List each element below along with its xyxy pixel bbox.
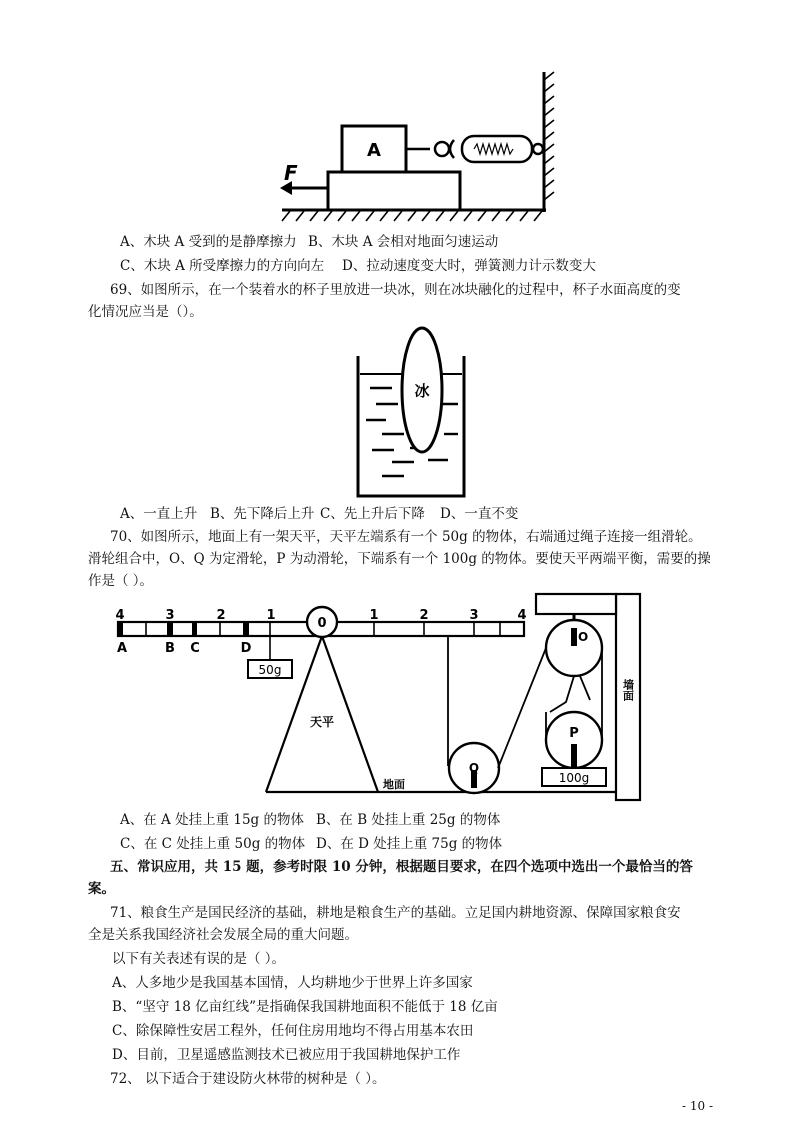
q69-option-b: B、先下降后上升 bbox=[210, 506, 315, 522]
marker-d bbox=[243, 622, 249, 636]
q70-option-a: A、在 A 处挂上重 15g 的物体 bbox=[120, 812, 304, 828]
wall-label-1: 墙面 bbox=[621, 679, 635, 701]
block-a-label: A bbox=[367, 140, 381, 161]
force-label: F bbox=[284, 161, 298, 185]
pulley-o-label: O bbox=[578, 630, 589, 644]
weight-100g-label: 100g bbox=[558, 771, 590, 785]
point-d: D bbox=[240, 641, 252, 656]
scale-left-1: 1 bbox=[266, 608, 276, 623]
ceiling-bracket bbox=[536, 594, 616, 614]
scale-right-4: 4 bbox=[517, 608, 527, 623]
scale-right-3: 3 bbox=[469, 608, 479, 623]
q70-text-1: 70、如图所示，地面上有一架天平，天平左端系有一个 50g 的物体，右端通过绳子连接一组滑轮。 bbox=[110, 529, 702, 545]
pulley-q-label: Q bbox=[468, 761, 480, 775]
q69-text-1: 69、如图所示，在一个装着水的杯子里放进一块冰，则在冰块融化的过程中，杯子水面高度的变 bbox=[110, 282, 681, 298]
ice-label: 冰 bbox=[414, 382, 430, 400]
q68-option-c: C、木块 A 所受摩擦力的方向向左 bbox=[120, 258, 325, 274]
q71-option-d: D、目前，卫星遥感监测技术已被应用于我国耕地保护工作 bbox=[112, 1047, 461, 1063]
q70-text-2: 滑轮组合中，O、Q 为定滑轮，P 为动滑轮，下端系有一个 100g 的物体。要使天平两端平衡，需要的操 bbox=[88, 551, 711, 567]
q71-text-1: 71、粮食生产是国民经济的基础，耕地是粮食生产的基础。立足国内耕地资源、保障国家粮食安 bbox=[110, 905, 681, 921]
scale-right-2: 2 bbox=[419, 608, 429, 623]
page-number: - 10 - bbox=[682, 1099, 714, 1113]
ground-label: 地面 bbox=[383, 778, 405, 791]
point-a: A bbox=[116, 641, 128, 656]
q69-option-c: C、先上升后下降 bbox=[320, 506, 425, 522]
q70-option-b: B、在 B 处挂上重 25g 的物体 bbox=[316, 812, 501, 828]
q68-option-a: A、木块 A 受到的是静摩擦力 bbox=[120, 234, 297, 250]
q69-option-a: A、一直上升 bbox=[120, 506, 198, 522]
pulley-p-label: P bbox=[569, 726, 579, 741]
balance-label: 天平 bbox=[309, 715, 335, 729]
weight-50g-label: 50g bbox=[258, 663, 282, 677]
marker-a bbox=[117, 622, 123, 636]
q70-option-row-1 bbox=[120, 810, 501, 830]
q71-prompt: 以下有关表述有误的是（ ）。 bbox=[112, 951, 286, 967]
section-5-heading-1: 五、常识应用，共 15 题，参考时限 10 分钟，根据题目要求，在四个选项中选出一个最恰当的答 bbox=[110, 859, 693, 875]
section-5-heading-2: 案。 bbox=[88, 881, 115, 897]
q70-option-c: C、在 C 处挂上重 50g 的物体 bbox=[120, 836, 306, 852]
q72-text: 72、 以下适合于建设防火林带的树种是（ ）。 bbox=[110, 1071, 386, 1087]
q71-option-c: C、除保障性安居工程外，任何住房用地均不得占用基本农田 bbox=[112, 1023, 474, 1039]
scale-left-3: 3 bbox=[165, 608, 175, 623]
scale-right-1: 1 bbox=[369, 608, 379, 623]
q71-option-a: A、人多地少是我国基本国情，人均耕地少于世界上许多国家 bbox=[112, 975, 473, 991]
scale-left-4: 4 bbox=[115, 608, 125, 623]
q69-option-d: D、一直不变 bbox=[440, 506, 519, 522]
point-b: B bbox=[165, 641, 175, 656]
pivot-label: 0 bbox=[317, 616, 327, 631]
q69-text-2: 化情况应当是（）。 bbox=[88, 304, 203, 320]
q71-option-b: B、“坚守 18 亿亩红线”是指确保我国耕地面积不能低于 18 亿亩 bbox=[112, 999, 498, 1015]
q68-option-d: D、拉动速度变大时，弹簧测力计示数变大 bbox=[342, 258, 596, 274]
marker-c bbox=[192, 622, 197, 636]
q68-option-b: B、木块 A 会相对地面匀速运动 bbox=[308, 234, 499, 250]
marker-b bbox=[167, 622, 173, 636]
scale-left-2: 2 bbox=[216, 608, 226, 623]
q70-option-row-2 bbox=[120, 834, 503, 854]
point-c: C bbox=[190, 641, 200, 656]
q71-text-2: 全是关系我国经济社会发展全局的重大问题。 bbox=[88, 927, 358, 943]
q70-option-d: D、在 D 处挂上重 75g 的物体 bbox=[316, 836, 503, 852]
q70-text-3: 作是（ ）。 bbox=[88, 573, 154, 589]
